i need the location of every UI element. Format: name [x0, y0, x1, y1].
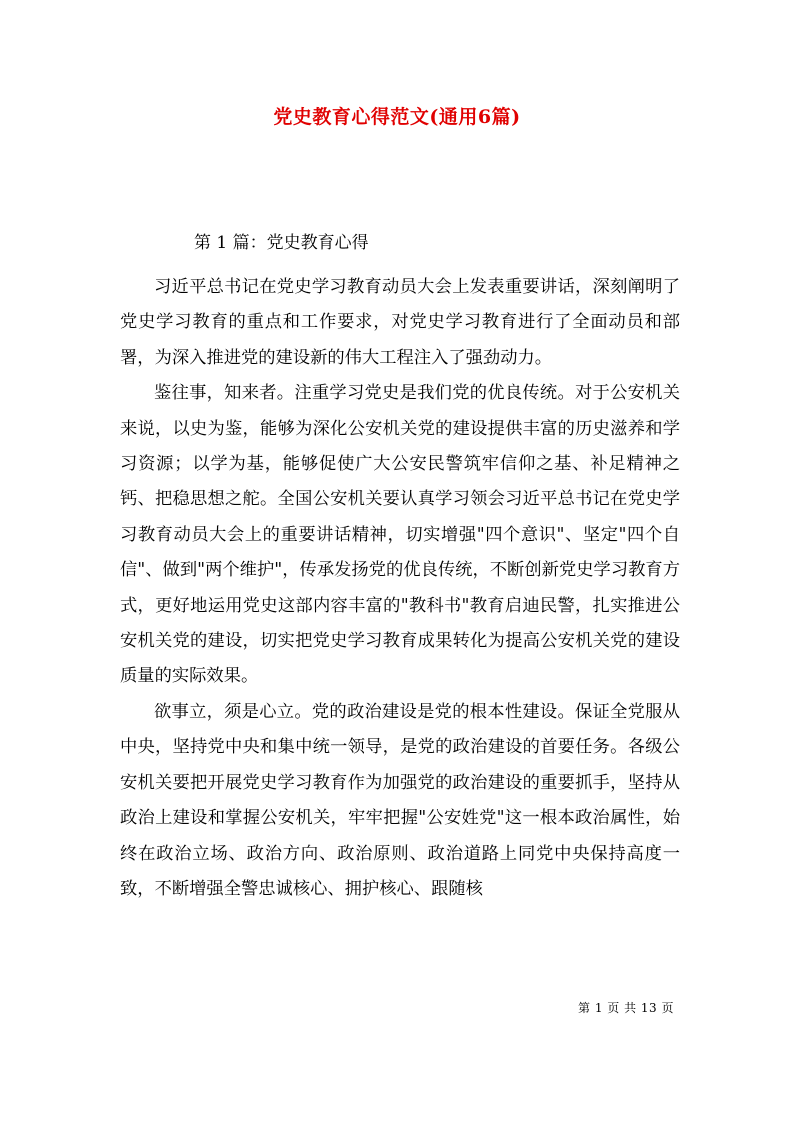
- section-heading: 第 1 篇：党史教育心得: [194, 233, 369, 253]
- paragraph-1: 习近平总书记在党史学习教育动员大会上发表重要讲话，深刻阐明了党史学习教育的重点和工作要求，对党史学习教育进行了全面动员和部署，为深入推进党的建设新的伟大工程注入了强劲动力。: [120, 277, 680, 368]
- page-number-footer: 第 1 页 共 13 页: [578, 1001, 674, 1015]
- document-title: 党史教育心得范文(通用6篇): [273, 106, 521, 128]
- paragraph-2: 鉴往事，知来者。注重学习党史是我们党的优良传统。对于公安机关来说，以史为鉴，能够为深化公安机关党的建设提供丰富的历史滋养和学习资源；以学为基，能够促使广大公安民警筑牢信仰之基、补足精神之钙、把稳思想之舵。全国公安机关要认真学习领会习近平总书记在党史学习教育动员大会上的重要讲话精神，切实增强"四个意识"、坚定"四个自信"、做到"两个维护"，传承发扬党的优良传统，不断创新党史学习教育方式，更好地运用党史这部内容丰富的"教科书"教育启迪民警，扎实推进公安机关党的建设，切实把党史学习教育成果转化为提高公安机关党的建设质量的实际效果。: [120, 383, 680, 687]
- document-body: [120, 270, 680, 907]
- paragraph-3: 欲事立，须是心立。党的政治建设是党的根本性建设。保证全党服从中央，坚持党中央和集中统一领导，是党的政治建设的首要任务。各级公安机关要把开展党史学习教育作为加强党的政治建设的重要抓手，坚持从政治上建设和掌握公安机关，牢牢把握"公安姓党"这一根本政治属性，始终在政治立场、政治方向、政治原则、政治道路上同党中央保持高度一致，不断增强全警忠诚核心、拥护核心、跟随核: [120, 701, 680, 899]
